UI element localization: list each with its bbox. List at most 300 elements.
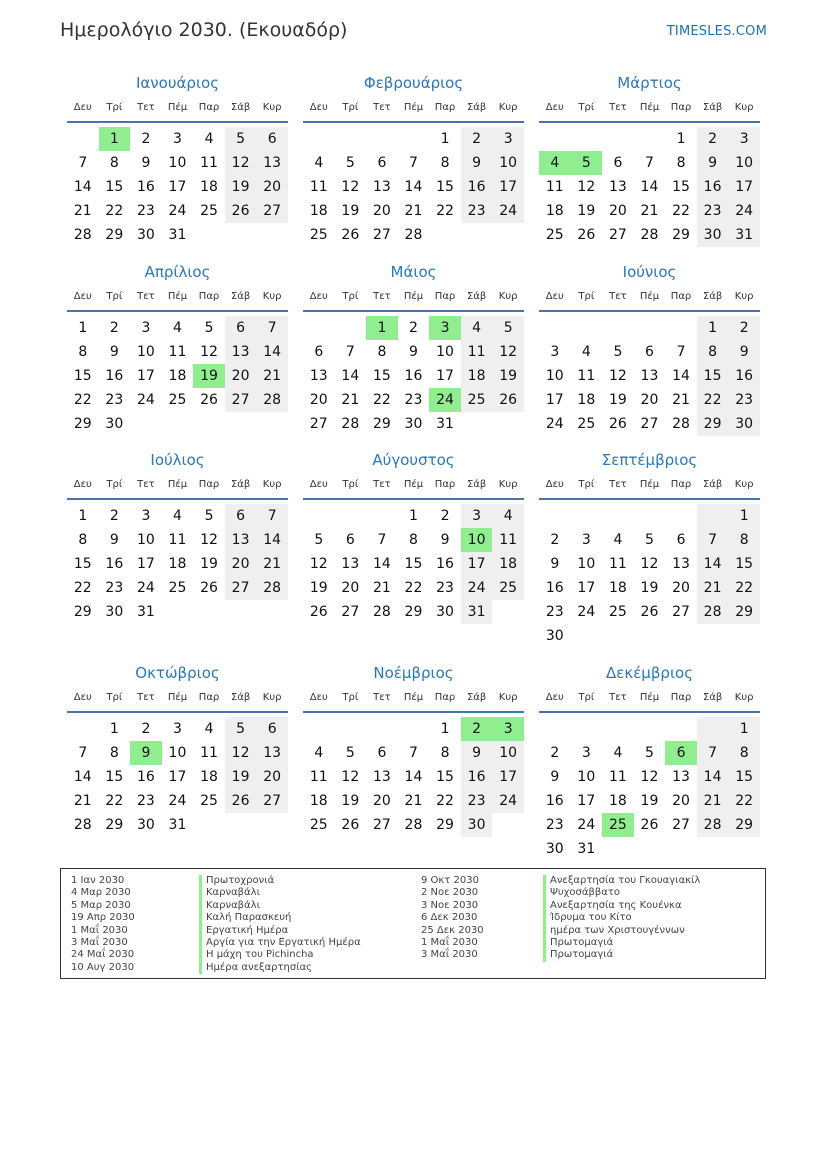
day-cell[interactable]: 4 xyxy=(173,320,182,336)
day-cell[interactable]: 18 xyxy=(545,203,564,219)
day-cell[interactable]: 28 xyxy=(73,227,92,243)
day-cell[interactable]: 6 xyxy=(613,155,623,171)
day-cell[interactable]: 12 xyxy=(608,368,627,384)
day-cell[interactable]: 14 xyxy=(256,340,288,364)
day-cell[interactable]: 2 xyxy=(440,508,450,524)
day-cell[interactable]: 21 xyxy=(341,392,360,408)
day-cell[interactable]: 17 xyxy=(136,556,155,572)
day-cell[interactable]: 24 xyxy=(577,604,596,620)
day-cell[interactable]: 8 xyxy=(440,155,450,171)
day-cell[interactable]: 21 xyxy=(404,203,423,219)
day-cell[interactable]: 13 xyxy=(672,556,690,572)
day-cell[interactable]: 9 xyxy=(728,340,760,364)
day-cell[interactable]: 13 xyxy=(608,179,627,195)
day-cell[interactable]: 15 xyxy=(105,179,124,195)
day-cell[interactable]: 26 xyxy=(225,789,257,813)
day-cell[interactable]: 16 xyxy=(105,368,124,384)
holiday-day-cell[interactable]: 4 xyxy=(539,151,571,175)
day-cell[interactable]: 6 xyxy=(645,344,654,360)
day-cell[interactable]: 17 xyxy=(577,793,596,809)
day-cell[interactable]: 21 xyxy=(640,203,659,219)
day-cell[interactable]: 15 xyxy=(372,368,391,384)
day-cell[interactable]: 22 xyxy=(73,392,92,408)
day-cell[interactable]: 23 xyxy=(461,199,493,223)
day-cell[interactable]: 21 xyxy=(404,793,423,809)
day-cell[interactable]: 2 xyxy=(697,127,729,151)
day-cell[interactable]: 21 xyxy=(73,203,92,219)
day-cell[interactable]: 20 xyxy=(341,580,360,596)
day-cell[interactable]: 11 xyxy=(309,179,328,195)
day-cell[interactable]: 16 xyxy=(136,769,155,785)
day-cell[interactable]: 20 xyxy=(672,793,690,809)
day-cell[interactable]: 29 xyxy=(73,604,92,620)
day-cell[interactable]: 10 xyxy=(436,344,454,360)
day-cell[interactable]: 4 xyxy=(204,721,214,737)
day-cell[interactable]: 6 xyxy=(256,717,288,741)
day-cell[interactable]: 9 xyxy=(461,741,493,765)
day-cell[interactable]: 25 xyxy=(168,392,187,408)
day-cell[interactable]: 31 xyxy=(461,600,493,624)
day-cell[interactable]: 18 xyxy=(608,793,627,809)
day-cell[interactable]: 10 xyxy=(577,556,596,572)
day-cell[interactable]: 13 xyxy=(256,151,288,175)
day-cell[interactable]: 7 xyxy=(377,532,387,548)
day-cell[interactable]: 5 xyxy=(645,532,654,548)
day-cell[interactable]: 24 xyxy=(492,789,524,813)
day-cell[interactable]: 24 xyxy=(168,203,187,219)
day-cell[interactable]: 10 xyxy=(545,368,564,384)
day-cell[interactable]: 14 xyxy=(672,368,690,384)
day-cell[interactable]: 1 xyxy=(440,721,450,737)
day-cell[interactable]: 30 xyxy=(728,412,760,436)
day-cell[interactable]: 19 xyxy=(225,765,257,789)
day-cell[interactable]: 5 xyxy=(645,745,654,761)
day-cell[interactable]: 1 xyxy=(78,320,88,336)
day-cell[interactable]: 16 xyxy=(461,175,493,199)
day-cell[interactable]: 17 xyxy=(492,175,524,199)
day-cell[interactable]: 22 xyxy=(728,576,760,600)
day-cell[interactable]: 8 xyxy=(440,745,450,761)
day-cell[interactable]: 2 xyxy=(728,316,760,340)
day-cell[interactable]: 12 xyxy=(225,741,257,765)
day-cell[interactable]: 7 xyxy=(409,745,418,761)
day-cell[interactable]: 4 xyxy=(461,316,493,340)
day-cell[interactable]: 14 xyxy=(404,179,423,195)
day-cell[interactable]: 9 xyxy=(550,769,560,785)
day-cell[interactable]: 10 xyxy=(168,745,187,761)
day-cell[interactable]: 1 xyxy=(697,316,729,340)
day-cell[interactable]: 14 xyxy=(697,765,729,789)
day-cell[interactable]: 25 xyxy=(309,817,328,833)
day-cell[interactable]: 5 xyxy=(345,745,355,761)
holiday-day-cell[interactable]: 9 xyxy=(130,741,162,765)
day-cell[interactable]: 10 xyxy=(136,344,155,360)
day-cell[interactable]: 30 xyxy=(545,841,564,857)
day-cell[interactable]: 28 xyxy=(404,227,423,243)
day-cell[interactable]: 1 xyxy=(728,504,760,528)
day-cell[interactable]: 21 xyxy=(672,392,690,408)
day-cell[interactable]: 18 xyxy=(461,364,493,388)
day-cell[interactable]: 14 xyxy=(73,179,92,195)
day-cell[interactable]: 8 xyxy=(728,528,760,552)
day-cell[interactable]: 8 xyxy=(109,745,119,761)
day-cell[interactable]: 28 xyxy=(372,604,391,620)
day-cell[interactable]: 7 xyxy=(645,155,654,171)
day-cell[interactable]: 3 xyxy=(492,127,524,151)
day-cell[interactable]: 3 xyxy=(581,745,591,761)
day-cell[interactable]: 20 xyxy=(640,392,659,408)
day-cell[interactable]: 18 xyxy=(309,203,328,219)
day-cell[interactable]: 27 xyxy=(672,604,690,620)
day-cell[interactable]: 13 xyxy=(309,368,328,384)
day-cell[interactable]: 12 xyxy=(640,556,659,572)
day-cell[interactable]: 12 xyxy=(577,179,596,195)
day-cell[interactable]: 14 xyxy=(73,769,92,785)
day-cell[interactable]: 20 xyxy=(309,392,328,408)
day-cell[interactable]: 23 xyxy=(105,580,124,596)
day-cell[interactable]: 4 xyxy=(173,508,182,524)
day-cell[interactable]: 27 xyxy=(672,817,690,833)
holiday-day-cell[interactable]: 2 xyxy=(461,717,493,741)
day-cell[interactable]: 31 xyxy=(436,416,454,432)
day-cell[interactable]: 22 xyxy=(728,789,760,813)
day-cell[interactable]: 1 xyxy=(409,508,418,524)
day-cell[interactable]: 31 xyxy=(168,227,187,243)
day-cell[interactable]: 12 xyxy=(309,556,328,572)
day-cell[interactable]: 31 xyxy=(728,223,760,247)
day-cell[interactable]: 23 xyxy=(697,199,729,223)
holiday-day-cell[interactable]: 1 xyxy=(99,127,131,151)
day-cell[interactable]: 30 xyxy=(461,813,493,837)
brand-logo-text[interactable]: TIMESLES.COM xyxy=(666,24,767,39)
day-cell[interactable]: 8 xyxy=(78,344,88,360)
day-cell[interactable]: 16 xyxy=(728,364,760,388)
day-cell[interactable]: 18 xyxy=(200,769,218,785)
day-cell[interactable]: 3 xyxy=(550,344,560,360)
day-cell[interactable]: 13 xyxy=(640,368,659,384)
holiday-day-cell[interactable]: 19 xyxy=(193,364,225,388)
day-cell[interactable]: 15 xyxy=(73,368,92,384)
day-cell[interactable]: 21 xyxy=(372,580,391,596)
day-cell[interactable]: 27 xyxy=(225,388,257,412)
day-cell[interactable]: 10 xyxy=(136,532,155,548)
day-cell[interactable]: 1 xyxy=(676,131,686,147)
day-cell[interactable]: 17 xyxy=(461,552,493,576)
day-cell[interactable]: 7 xyxy=(409,155,418,171)
holiday-day-cell[interactable]: 1 xyxy=(366,316,398,340)
day-cell[interactable]: 23 xyxy=(436,580,454,596)
day-cell[interactable]: 9 xyxy=(461,151,493,175)
day-cell[interactable]: 22 xyxy=(404,580,423,596)
day-cell[interactable]: 28 xyxy=(73,817,92,833)
day-cell[interactable]: 15 xyxy=(728,552,760,576)
day-cell[interactable]: 5 xyxy=(492,316,524,340)
day-cell[interactable]: 16 xyxy=(697,175,729,199)
day-cell[interactable]: 15 xyxy=(697,364,729,388)
day-cell[interactable]: 18 xyxy=(168,556,187,572)
day-cell[interactable]: 9 xyxy=(409,344,418,360)
day-cell[interactable]: 4 xyxy=(613,532,623,548)
day-cell[interactable]: 26 xyxy=(608,416,627,432)
day-cell[interactable]: 31 xyxy=(136,604,155,620)
day-cell[interactable]: 23 xyxy=(136,793,155,809)
day-cell[interactable]: 12 xyxy=(341,179,360,195)
day-cell[interactable]: 28 xyxy=(256,388,288,412)
day-cell[interactable]: 9 xyxy=(109,344,119,360)
day-cell[interactable]: 17 xyxy=(168,769,187,785)
day-cell[interactable]: 28 xyxy=(404,817,423,833)
day-cell[interactable]: 16 xyxy=(461,765,493,789)
day-cell[interactable]: 11 xyxy=(577,368,596,384)
day-cell[interactable]: 2 xyxy=(550,745,560,761)
day-cell[interactable]: 9 xyxy=(109,532,119,548)
day-cell[interactable]: 27 xyxy=(256,199,288,223)
day-cell[interactable]: 3 xyxy=(173,721,182,737)
day-cell[interactable]: 5 xyxy=(225,127,257,151)
day-cell[interactable]: 15 xyxy=(404,556,423,572)
day-cell[interactable]: 29 xyxy=(728,600,760,624)
day-cell[interactable]: 12 xyxy=(492,340,524,364)
day-cell[interactable]: 15 xyxy=(728,765,760,789)
day-cell[interactable]: 3 xyxy=(581,532,591,548)
day-cell[interactable]: 28 xyxy=(697,813,729,837)
holiday-day-cell[interactable]: 24 xyxy=(429,388,461,412)
day-cell[interactable]: 6 xyxy=(377,155,387,171)
day-cell[interactable]: 17 xyxy=(168,179,187,195)
day-cell[interactable]: 8 xyxy=(409,532,418,548)
day-cell[interactable]: 31 xyxy=(577,841,596,857)
day-cell[interactable]: 20 xyxy=(225,552,257,576)
day-cell[interactable]: 28 xyxy=(640,227,659,243)
day-cell[interactable]: 4 xyxy=(613,745,623,761)
day-cell[interactable]: 22 xyxy=(436,793,454,809)
day-cell[interactable]: 21 xyxy=(697,576,729,600)
day-cell[interactable]: 12 xyxy=(341,769,360,785)
day-cell[interactable]: 2 xyxy=(409,320,418,336)
day-cell[interactable]: 30 xyxy=(105,416,124,432)
day-cell[interactable]: 6 xyxy=(676,532,686,548)
day-cell[interactable]: 1 xyxy=(440,131,450,147)
day-cell[interactable]: 20 xyxy=(256,765,288,789)
day-cell[interactable]: 5 xyxy=(204,320,214,336)
day-cell[interactable]: 15 xyxy=(672,179,690,195)
day-cell[interactable]: 22 xyxy=(697,388,729,412)
day-cell[interactable]: 31 xyxy=(168,817,187,833)
day-cell[interactable]: 4 xyxy=(314,155,324,171)
day-cell[interactable]: 24 xyxy=(492,199,524,223)
day-cell[interactable]: 1 xyxy=(109,721,119,737)
day-cell[interactable]: 2 xyxy=(141,131,151,147)
day-cell[interactable]: 26 xyxy=(225,199,257,223)
day-cell[interactable]: 28 xyxy=(697,600,729,624)
day-cell[interactable]: 24 xyxy=(136,580,155,596)
day-cell[interactable]: 18 xyxy=(577,392,596,408)
day-cell[interactable]: 22 xyxy=(105,793,124,809)
holiday-day-cell[interactable]: 25 xyxy=(602,813,634,837)
day-cell[interactable]: 14 xyxy=(697,552,729,576)
day-cell[interactable]: 5 xyxy=(613,344,623,360)
day-cell[interactable]: 28 xyxy=(672,416,690,432)
day-cell[interactable]: 13 xyxy=(256,741,288,765)
day-cell[interactable]: 19 xyxy=(640,580,659,596)
day-cell[interactable]: 7 xyxy=(78,155,88,171)
day-cell[interactable]: 23 xyxy=(461,789,493,813)
day-cell[interactable]: 19 xyxy=(577,203,596,219)
day-cell[interactable]: 17 xyxy=(545,392,564,408)
day-cell[interactable]: 26 xyxy=(341,227,360,243)
day-cell[interactable]: 12 xyxy=(225,151,257,175)
day-cell[interactable]: 10 xyxy=(168,155,187,171)
day-cell[interactable]: 7 xyxy=(697,528,729,552)
day-cell[interactable]: 2 xyxy=(461,127,493,151)
day-cell[interactable]: 11 xyxy=(168,344,187,360)
day-cell[interactable]: 14 xyxy=(640,179,659,195)
day-cell[interactable]: 23 xyxy=(728,388,760,412)
day-cell[interactable]: 6 xyxy=(256,127,288,151)
day-cell[interactable]: 10 xyxy=(492,151,524,175)
day-cell[interactable]: 17 xyxy=(492,765,524,789)
day-cell[interactable]: 10 xyxy=(728,151,760,175)
day-cell[interactable]: 24 xyxy=(577,817,596,833)
day-cell[interactable]: 25 xyxy=(545,227,564,243)
day-cell[interactable]: 7 xyxy=(256,504,288,528)
day-cell[interactable]: 9 xyxy=(550,556,560,572)
day-cell[interactable]: 20 xyxy=(372,203,391,219)
day-cell[interactable]: 4 xyxy=(314,745,324,761)
day-cell[interactable]: 12 xyxy=(640,769,659,785)
day-cell[interactable]: 17 xyxy=(436,368,454,384)
day-cell[interactable]: 29 xyxy=(73,416,92,432)
day-cell[interactable]: 29 xyxy=(105,817,124,833)
day-cell[interactable]: 10 xyxy=(492,741,524,765)
day-cell[interactable]: 27 xyxy=(256,789,288,813)
day-cell[interactable]: 16 xyxy=(105,556,124,572)
day-cell[interactable]: 30 xyxy=(697,223,729,247)
day-cell[interactable]: 29 xyxy=(672,227,690,243)
day-cell[interactable]: 14 xyxy=(341,368,360,384)
day-cell[interactable]: 2 xyxy=(141,721,151,737)
day-cell[interactable]: 11 xyxy=(168,532,187,548)
day-cell[interactable]: 29 xyxy=(404,604,423,620)
day-cell[interactable]: 30 xyxy=(136,227,155,243)
day-cell[interactable]: 15 xyxy=(436,769,454,785)
day-cell[interactable]: 22 xyxy=(372,392,391,408)
day-cell[interactable]: 12 xyxy=(200,344,218,360)
day-cell[interactable]: 25 xyxy=(309,227,328,243)
day-cell[interactable]: 6 xyxy=(314,344,324,360)
day-cell[interactable]: 15 xyxy=(436,179,454,195)
day-cell[interactable]: 11 xyxy=(545,179,564,195)
day-cell[interactable]: 4 xyxy=(204,131,214,147)
day-cell[interactable]: 21 xyxy=(697,789,729,813)
day-cell[interactable]: 13 xyxy=(672,769,690,785)
day-cell[interactable]: 17 xyxy=(577,580,596,596)
day-cell[interactable]: 5 xyxy=(204,508,214,524)
day-cell[interactable]: 6 xyxy=(225,504,257,528)
day-cell[interactable]: 15 xyxy=(105,769,124,785)
day-cell[interactable]: 29 xyxy=(436,817,454,833)
day-cell[interactable]: 3 xyxy=(141,320,151,336)
day-cell[interactable]: 20 xyxy=(372,793,391,809)
day-cell[interactable]: 4 xyxy=(492,504,524,528)
day-cell[interactable]: 19 xyxy=(608,392,627,408)
day-cell[interactable]: 27 xyxy=(372,817,391,833)
day-cell[interactable]: 23 xyxy=(545,604,564,620)
day-cell[interactable]: 26 xyxy=(492,388,524,412)
day-cell[interactable]: 29 xyxy=(105,227,124,243)
day-cell[interactable]: 8 xyxy=(78,532,88,548)
day-cell[interactable]: 1 xyxy=(78,508,88,524)
day-cell[interactable]: 30 xyxy=(436,604,454,620)
day-cell[interactable]: 29 xyxy=(372,416,391,432)
day-cell[interactable]: 2 xyxy=(109,508,119,524)
day-cell[interactable]: 24 xyxy=(728,199,760,223)
day-cell[interactable]: 5 xyxy=(314,532,324,548)
day-cell[interactable]: 3 xyxy=(141,508,151,524)
day-cell[interactable]: 3 xyxy=(461,504,493,528)
day-cell[interactable]: 24 xyxy=(136,392,155,408)
holiday-day-cell[interactable]: 5 xyxy=(571,151,603,175)
day-cell[interactable]: 16 xyxy=(404,368,423,384)
day-cell[interactable]: 18 xyxy=(200,179,218,195)
day-cell[interactable]: 13 xyxy=(225,528,257,552)
day-cell[interactable]: 23 xyxy=(136,203,155,219)
day-cell[interactable]: 2 xyxy=(550,532,560,548)
day-cell[interactable]: 2 xyxy=(109,320,119,336)
day-cell[interactable]: 9 xyxy=(697,151,729,175)
day-cell[interactable]: 25 xyxy=(200,203,218,219)
day-cell[interactable]: 25 xyxy=(200,793,218,809)
day-cell[interactable]: 5 xyxy=(225,717,257,741)
day-cell[interactable]: 11 xyxy=(461,340,493,364)
day-cell[interactable]: 7 xyxy=(78,745,88,761)
day-cell[interactable]: 27 xyxy=(309,416,328,432)
day-cell[interactable]: 30 xyxy=(545,628,564,644)
day-cell[interactable]: 3 xyxy=(173,131,182,147)
holiday-day-cell[interactable]: 3 xyxy=(429,316,461,340)
day-cell[interactable]: 18 xyxy=(309,793,328,809)
day-cell[interactable]: 13 xyxy=(372,769,391,785)
day-cell[interactable]: 26 xyxy=(200,580,218,596)
day-cell[interactable]: 19 xyxy=(341,793,360,809)
day-cell[interactable]: 6 xyxy=(225,316,257,340)
day-cell[interactable]: 19 xyxy=(225,175,257,199)
day-cell[interactable]: 17 xyxy=(728,175,760,199)
day-cell[interactable]: 25 xyxy=(608,604,627,620)
day-cell[interactable]: 30 xyxy=(404,416,423,432)
day-cell[interactable]: 7 xyxy=(676,344,686,360)
day-cell[interactable]: 11 xyxy=(200,155,218,171)
day-cell[interactable]: 19 xyxy=(341,203,360,219)
day-cell[interactable]: 21 xyxy=(73,793,92,809)
day-cell[interactable]: 8 xyxy=(728,741,760,765)
day-cell[interactable]: 29 xyxy=(697,412,729,436)
holiday-day-cell[interactable]: 10 xyxy=(461,528,493,552)
day-cell[interactable]: 18 xyxy=(492,552,524,576)
day-cell[interactable]: 22 xyxy=(672,203,690,219)
day-cell[interactable]: 16 xyxy=(545,580,564,596)
day-cell[interactable]: 26 xyxy=(640,817,659,833)
day-cell[interactable]: 19 xyxy=(492,364,524,388)
day-cell[interactable]: 15 xyxy=(73,556,92,572)
day-cell[interactable]: 8 xyxy=(676,155,686,171)
day-cell[interactable]: 11 xyxy=(309,769,328,785)
day-cell[interactable]: 11 xyxy=(608,769,627,785)
day-cell[interactable]: 10 xyxy=(577,769,596,785)
day-cell[interactable]: 27 xyxy=(225,576,257,600)
day-cell[interactable]: 28 xyxy=(341,416,360,432)
day-cell[interactable]: 26 xyxy=(200,392,218,408)
